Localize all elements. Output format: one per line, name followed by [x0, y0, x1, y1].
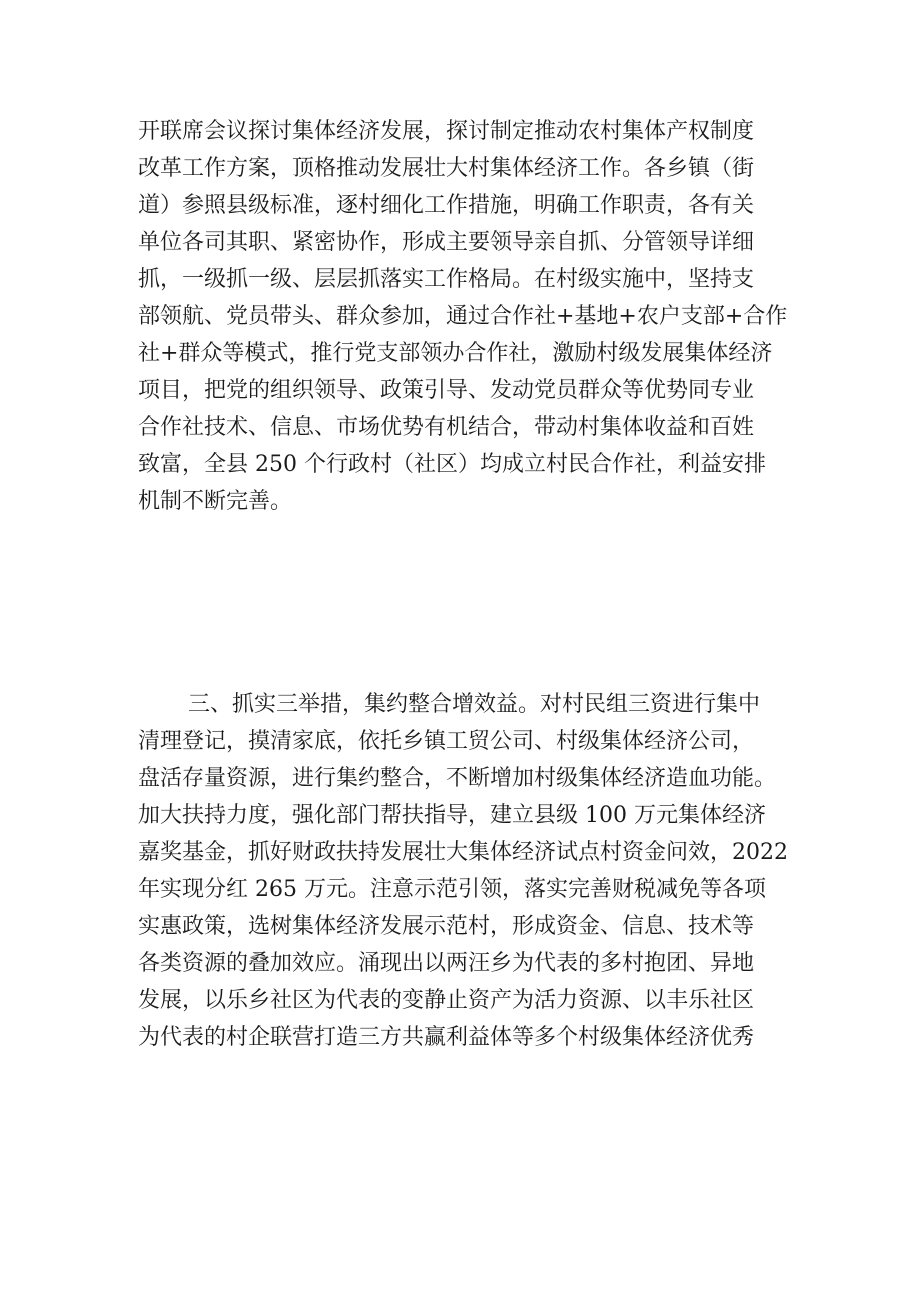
text-line: 抓，一级抓一级、层层抓落实工作格局。在村级实施中，坚持支 — [138, 267, 755, 292]
text-line: 加大扶持力度，强化部门帮扶指导，建立县级 100 万元集体经济 — [138, 803, 766, 828]
text-line: 社+群众等模式，推行党支部领办合作社，激励村级发展集体经济 — [138, 341, 773, 366]
section-heading-line: 三、抓实三举措，集约整合增效益。对村民组三资进行集中 — [188, 692, 761, 717]
paragraph-collective-economy-mechanism — [138, 113, 818, 520]
text-line: 项目，把党的组织领导、政策引导、发动党员群众等优势同专业 — [138, 378, 755, 403]
text-line: 部领航、党员带头、群众参加，通过合作社+基地+农户支部+合作 — [138, 304, 788, 329]
text-line: 致富，全县 250 个行政村（社区）均成立村民合作社，利益安排 — [138, 452, 766, 477]
text-line: 机制不断完善。 — [138, 489, 293, 514]
text-line: 嘉奖基金，抓好财政扶持发展壮大集体经济试点村资金问效，2022 — [138, 840, 788, 865]
text-line: 合作社技术、信息、市场优势有机结合，带动村集体收益和百姓 — [138, 415, 755, 440]
text-line: 改革工作方案，顶格推动发展壮大村集体经济工作。各乡镇（街 — [138, 156, 755, 181]
text-line: 盘活存量资源，进行集约整合，不断增加村级集体经济造血功能。 — [138, 766, 777, 791]
paragraph-section-three — [138, 686, 818, 1056]
text-line: 为代表的村企联营打造三方共赢利益体等多个村级集体经济优秀 — [138, 1025, 755, 1050]
text-line: 道）参照县级标准，逐村细化工作措施，明确工作职责，各有关 — [138, 193, 755, 218]
text-line: 清理登记，摸清家底，依托乡镇工贸公司、村级集体经济公司， — [138, 729, 755, 754]
text-line: 单位各司其职、紧密协作，形成主要领导亲自抓、分管领导详细 — [138, 230, 755, 255]
text-line: 实惠政策，选树集体经济发展示范村，形成资金、信息、技术等 — [138, 914, 755, 939]
text-line: 开联席会议探讨集体经济发展，探讨制定推动农村集体产权制度 — [138, 119, 755, 144]
text-line: 各类资源的叠加效应。涌现出以两汪乡为代表的多村抱团、异地 — [138, 951, 755, 976]
text-line: 年实现分红 265 万元。注意示范引领，落实完善财税减免等各项 — [138, 877, 766, 902]
text-line: 发展，以乐乡社区为代表的变静止资产为活力资源、以丰乐社区 — [138, 988, 755, 1013]
